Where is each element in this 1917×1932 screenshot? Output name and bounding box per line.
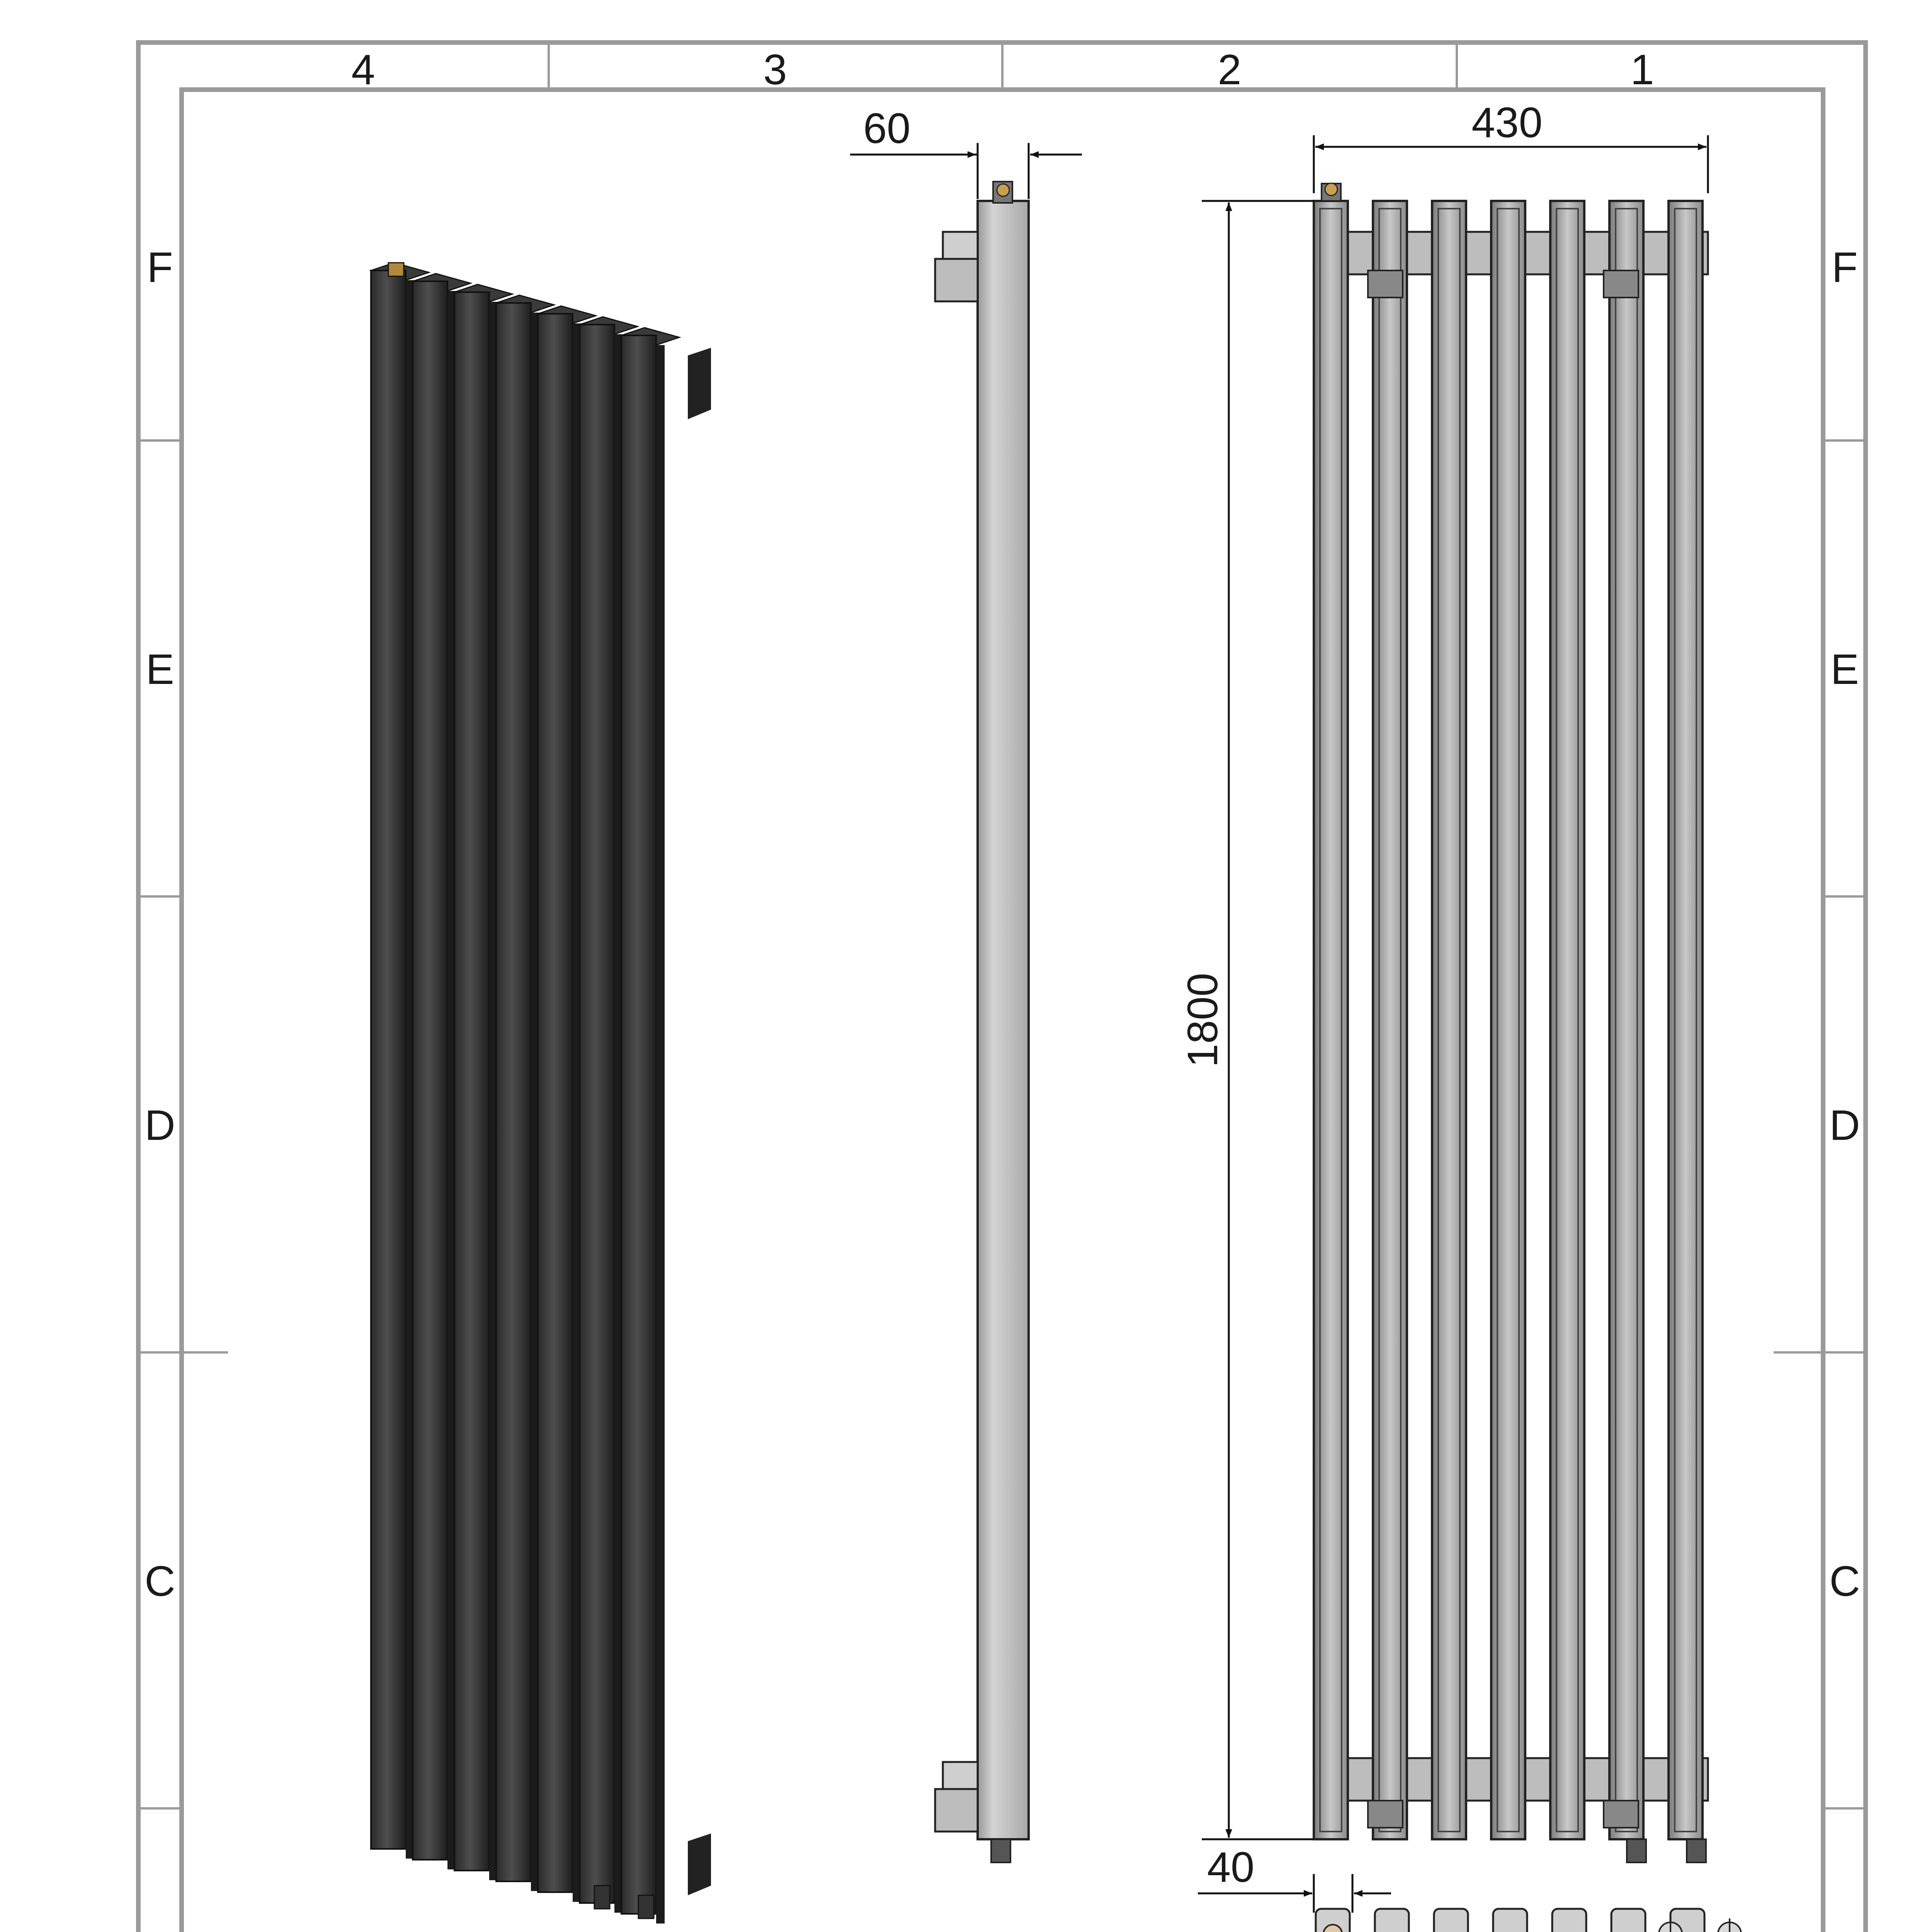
- front-tube: [1314, 201, 1348, 1839]
- zone-row-left: E: [146, 646, 174, 693]
- iso-outlet: [594, 1886, 610, 1909]
- iso-tube: [454, 292, 489, 1871]
- zone-row-right: E: [1830, 646, 1859, 693]
- front-view: [1314, 183, 1708, 1862]
- isometric-view: [371, 263, 711, 1923]
- iso-tube: [580, 325, 614, 1903]
- front-outlet: [1627, 1839, 1646, 1862]
- dim-height-label: 1800: [1179, 973, 1226, 1068]
- dim-width-label: 430: [1471, 99, 1543, 146]
- iso-tube: [496, 303, 531, 1881]
- front-tube: [1609, 201, 1643, 1839]
- top-tube: [1434, 1909, 1468, 1932]
- side-view: [935, 182, 1029, 1862]
- top-view: [1316, 1909, 1745, 1932]
- zone-col-top: 1: [1630, 46, 1654, 94]
- zone-row-left: D: [145, 1102, 175, 1149]
- zone-row-left: F: [147, 244, 173, 291]
- front-bracket: [1368, 270, 1403, 298]
- zone-row-right: F: [1832, 244, 1858, 291]
- top-tube: [1375, 1909, 1409, 1932]
- front-valve-cap: [1325, 183, 1337, 196]
- zone-col-top: 2: [1218, 46, 1242, 94]
- front-outlet: [1687, 1839, 1706, 1862]
- front-tube: [1432, 201, 1466, 1839]
- zone-row-right: C: [1829, 1558, 1860, 1605]
- front-tube: [1373, 201, 1407, 1839]
- iso-valve: [388, 263, 404, 276]
- zone-row-right: D: [1829, 1102, 1860, 1149]
- dim-pitch-label: 40: [1207, 1844, 1255, 1891]
- iso-tube-side: [656, 345, 665, 1923]
- zone-col-top: 4: [351, 46, 375, 94]
- valve-cap: [997, 184, 1009, 196]
- front-bracket: [1368, 1801, 1403, 1828]
- front-bracket: [1604, 270, 1638, 298]
- front-tube: [1491, 201, 1525, 1839]
- front-tube: [1550, 201, 1584, 1839]
- zone-col-top: 3: [763, 46, 787, 94]
- top-tube: [1552, 1909, 1586, 1932]
- top-tube: [1611, 1909, 1645, 1932]
- top-tube: [1493, 1909, 1527, 1932]
- iso-tube: [621, 335, 656, 1914]
- front-tube: [1669, 201, 1703, 1839]
- front-bracket: [1604, 1801, 1638, 1828]
- iso-tube: [371, 270, 406, 1849]
- zone-row-left: C: [145, 1558, 175, 1605]
- dim-depth-label: 60: [863, 105, 911, 152]
- iso-tube: [538, 314, 573, 1892]
- iso-outlet: [638, 1895, 654, 1918]
- iso-tube: [413, 281, 447, 1860]
